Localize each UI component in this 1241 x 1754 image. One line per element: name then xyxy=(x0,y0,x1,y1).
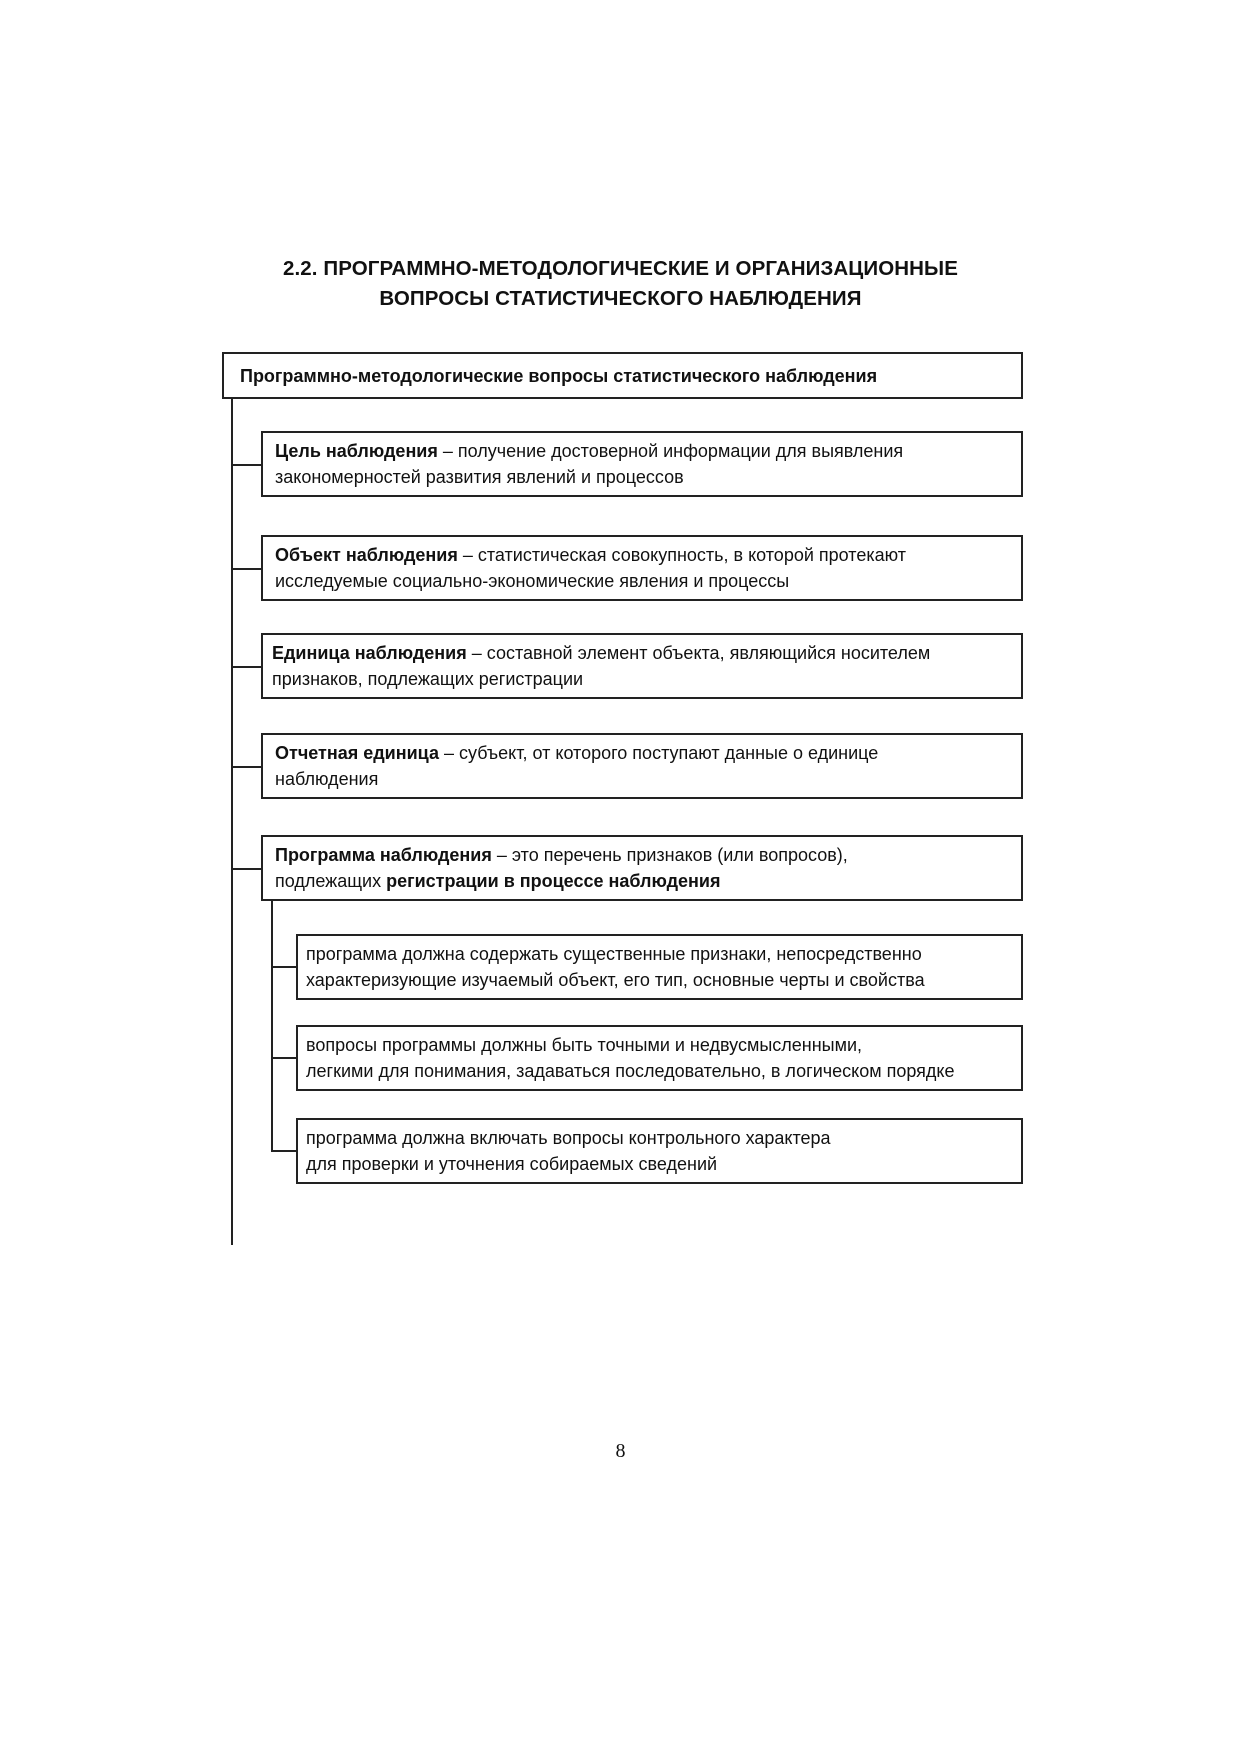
section-title-line-1: 2.2. ПРОГРАММНО-МЕТОДОЛОГИЧЕСКИЕ И ОРГАНИЗАЦИОННЫЕ xyxy=(282,257,959,280)
item-definition: – составной элемент объекта, являющийся носителем xyxy=(466,643,931,663)
connector-item-4 xyxy=(231,766,261,768)
item-definition: – это перечень признаков (или вопросов), xyxy=(491,845,848,865)
connector-sub-item-1 xyxy=(271,966,296,968)
item-box-reporting-unit xyxy=(261,733,1023,799)
diagram-header-box xyxy=(222,352,1023,399)
page-number: 8 xyxy=(615,1440,626,1462)
sub-item-text-line-2: легкими для понимания, задаваться последовательно, в логическом порядке xyxy=(306,1061,955,1081)
connector-item-3 xyxy=(231,666,261,668)
item-box-unit xyxy=(261,633,1023,699)
item-definition: – субъект, от которого поступают данные о единице xyxy=(438,743,879,763)
item-box-program xyxy=(261,835,1023,901)
section-title-line-2: ВОПРОСЫ СТАТИСТИЧЕСКОГО НАБЛЮДЕНИЯ xyxy=(379,287,862,310)
sub-item-box-2 xyxy=(296,1025,1023,1091)
item-definition-cont: закономерностей развития явлений и процессов xyxy=(275,467,684,487)
connector-sub-item-2 xyxy=(271,1057,296,1059)
sub-item-box-1 xyxy=(296,934,1023,1000)
item-term: Единица наблюдения xyxy=(272,643,467,663)
sub-item-text-line-1: программа должна содержать существенные признаки, непосредственно xyxy=(306,944,922,964)
item-term: Программа наблюдения xyxy=(275,845,492,865)
sub-item-box-3 xyxy=(296,1118,1023,1184)
item-definition-cont: наблюдения xyxy=(275,769,379,789)
item-term: Отчетная единица xyxy=(275,743,439,763)
item-term: Объект наблюдения xyxy=(275,545,458,565)
diagram-header-text: Программно-методологические вопросы статистического наблюдения xyxy=(240,365,878,386)
item-term: Цель наблюдения xyxy=(275,441,438,461)
sub-item-text-line-1: вопросы программы должны быть точными и недвусмысленными, xyxy=(306,1035,863,1055)
connector-item-1 xyxy=(231,464,261,466)
main-trunk-line xyxy=(231,399,233,1245)
item-definition-cont: подлежащих xyxy=(275,871,387,891)
sub-trunk-line xyxy=(271,901,273,1152)
sub-item-text-line-2: для проверки и уточнения собираемых сведений xyxy=(306,1154,718,1174)
item-box-goal xyxy=(261,431,1023,497)
item-box-object xyxy=(261,535,1023,601)
item-definition-bold: регистрации в процессе наблюдения xyxy=(386,871,721,891)
section-title xyxy=(0,254,1241,314)
connector-item-2 xyxy=(231,568,261,570)
item-definition: – статистическая совокупность, в которой протекают xyxy=(457,545,906,565)
item-definition-cont: исследуемые социально-экономические явления и процессы xyxy=(275,571,790,591)
item-definition: – получение достоверной информации для выявления xyxy=(437,441,904,461)
item-definition-cont: признаков, подлежащих регистрации xyxy=(272,669,584,689)
sub-item-text-line-2: характеризующие изучаемый объект, его тип, основные черты и свойства xyxy=(306,970,925,990)
connector-item-5 xyxy=(231,868,261,870)
sub-item-text-line-1: программа должна включать вопросы контрольного характера xyxy=(306,1128,831,1148)
connector-sub-item-3 xyxy=(271,1150,296,1152)
